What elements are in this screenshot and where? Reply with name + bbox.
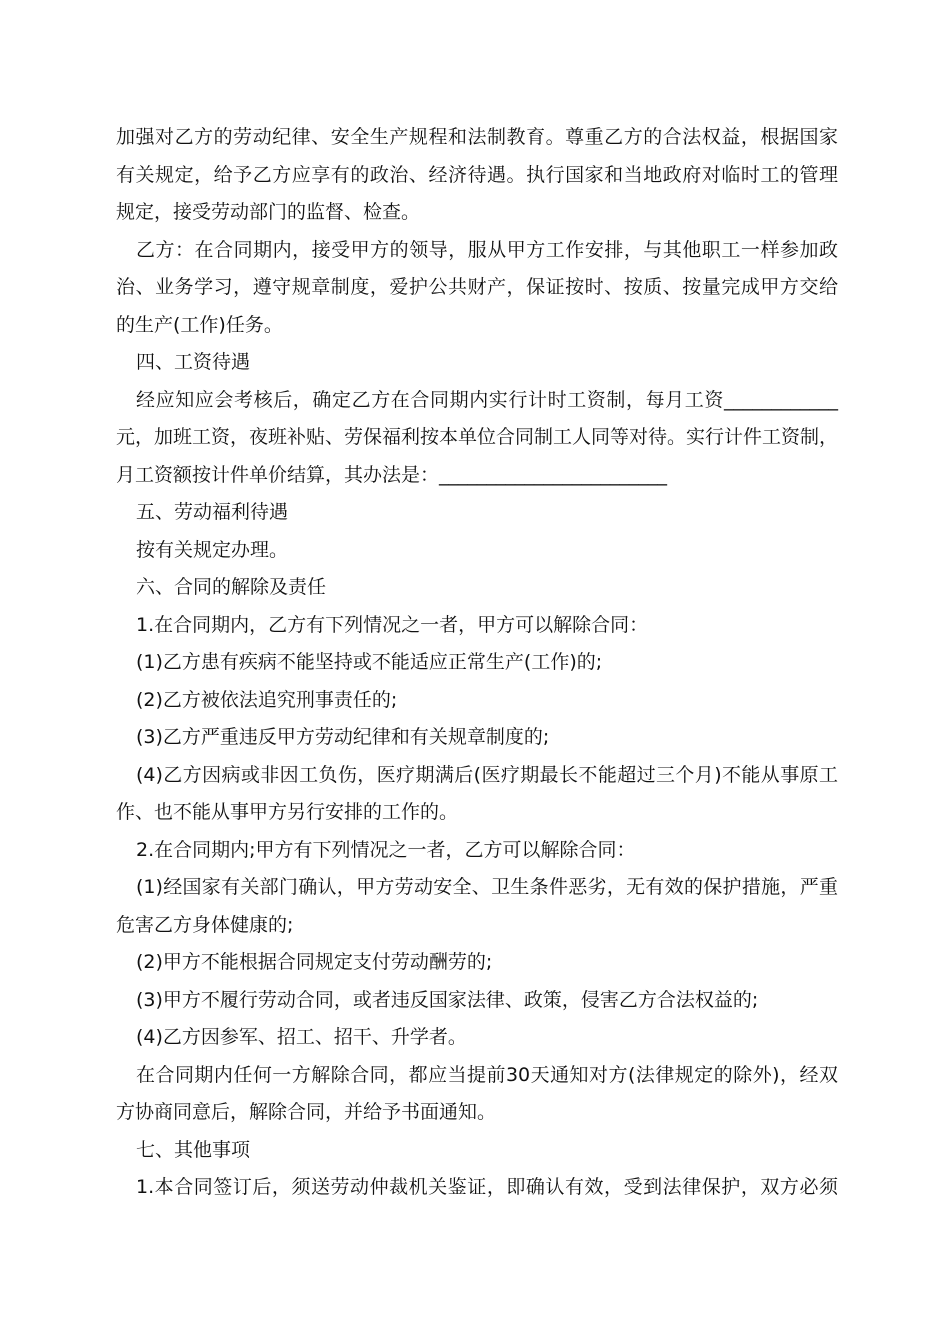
text-line: 1.本合同签订后，须送劳动仲裁机关鉴证，即确认有效，受到法律保护，双方必须 xyxy=(136,1176,838,1198)
text-line: 七、其他事项 xyxy=(136,1138,251,1161)
text-line: (2)乙方被依法追究刑事责任的; xyxy=(136,688,398,711)
text-line: 乙方：在合同期内，接受甲方的领导，服从甲方工作安排，与其他职工一样参加政 xyxy=(136,238,838,261)
text-line: 五、劳动福利待遇 xyxy=(136,501,289,523)
text-line: 加强对乙方的劳动纪律、安全生产规程和法制教育。尊重乙方的合法权益，根据国家 xyxy=(116,126,838,148)
text-line: 元，加班工资，夜班补贴、劳保福利按本单位合同制工人同等对待。实行计件工资制， xyxy=(116,426,839,448)
text-line: (3)乙方严重违反甲方劳动纪律和有关规章制度的; xyxy=(136,726,550,748)
text-line: (3)甲方不履行劳动合同，或者违反国家法律、政策，侵害乙方合法权益的; xyxy=(136,988,759,1011)
text-line: 四、工资待遇 xyxy=(136,351,251,373)
text-line: 作、也不能从事甲方另行安排的工作的。 xyxy=(116,801,459,823)
text-line: (2)甲方不能根据合同规定支付劳动酬劳的; xyxy=(136,951,493,973)
text-line: 有关规定，给予乙方应享有的政治、经济待遇。执行国家和当地政府对临时工的管理 xyxy=(116,163,838,186)
text-line: 按有关规定办理。 xyxy=(136,538,289,561)
text-line: 2.在合同期内;甲方有下列情况之一者，乙方可以解除合同： xyxy=(136,838,636,861)
text-line: 六、合同的解除及责任 xyxy=(136,576,327,598)
text-line: 规定，接受劳动部门的监督、检查。 xyxy=(116,201,421,223)
text-line: 在合同期内任何一方解除合同，都应当提前30天通知对方(法律规定的除外)，经双 xyxy=(136,1063,838,1086)
text-line: (4)乙方因病或非因工负伤，医疗期满后(医疗期最长不能超过三个月)不能从事原工 xyxy=(136,763,838,786)
text-line: (4)乙方因参军、招工、招干、升学者。 xyxy=(136,1026,467,1048)
text-line: 1.在合同期内，乙方有下列情况之一者，甲方可以解除合同： xyxy=(136,613,649,636)
document-body xyxy=(116,119,838,1207)
text-line: 危害乙方身体健康的; xyxy=(116,913,294,936)
text-line: (1)经国家有关部门确认，甲方劳动安全、卫生条件恶劣，无有效的保护措施，严重 xyxy=(136,876,838,898)
text-line: 月工资额按计件单价结算，其办法是：________________________ xyxy=(116,463,668,486)
text-line: (1)乙方患有疾病不能坚持或不能适应正常生产(工作)的; xyxy=(136,651,603,673)
text-line: 的生产(工作)任务。 xyxy=(116,313,283,336)
text-line: 治、业务学习，遵守规章制度，爱护公共财产，保证按时、按质、按量完成甲方交给 xyxy=(116,276,838,298)
text-line: 经应知应会考核后，确定乙方在合同期内实行计时工资制，每月工资____________ xyxy=(136,388,838,411)
text-line: 方协商同意后，解除合同，并给予书面通知。 xyxy=(116,1101,497,1123)
